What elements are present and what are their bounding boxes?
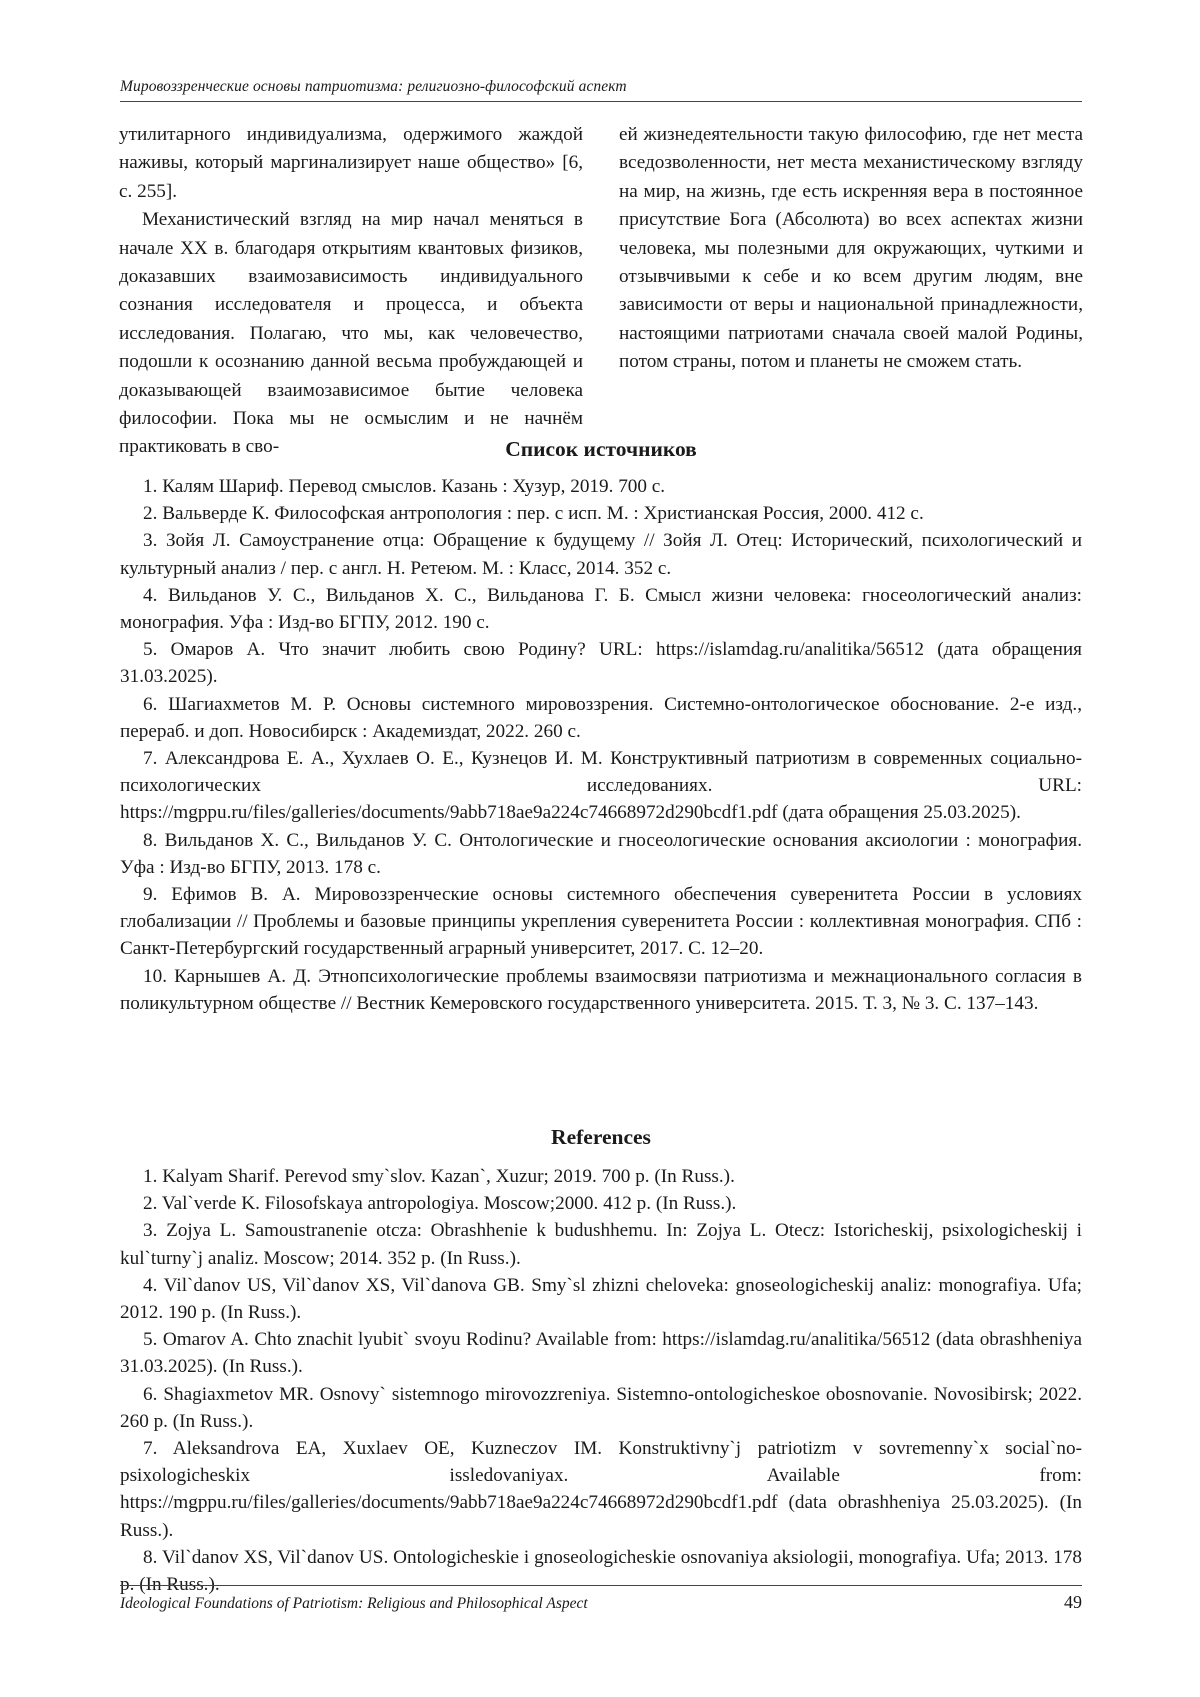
footer-title: Ideological Foundations of Patriotism: Religious and Philosophical Aspect bbox=[120, 1595, 588, 1612]
reference-item: 7. Aleksandrova EA, Xuxlaev OE, Kuzneczov IM. Konstruktivny`j patriotizm v sovremenny`x social`no-psixologicheskix issledovaniyax. Available from: https://mgppu.ru/files/galleries/documents/9abb718ae9a224c74668972d290bcdf1.pdf (data obrashheniya 25.03.2025). (In Russ.). bbox=[120, 1438, 1082, 1541]
source-item: 5. Омаров А. Что значит любить свою Родину? URL: https://islamdag.ru/analitika/56512 (дата обращения 31.03.2025). bbox=[120, 639, 1082, 688]
page-number: 49 bbox=[1064, 1592, 1082, 1612]
source-item: 2. Вальверде К. Философская антропология : пер. с исп. М. : Христианская Россия, 2000. 412 с. bbox=[143, 503, 924, 525]
sources-list bbox=[120, 473, 1082, 1017]
reference-item: 4. Vil`danov US, Vil`danov XS, Vil`danova GB. Smy`sl zhizni cheloveka: gnoseologicheskij analiz: monografiya. Ufa; 2012. 190 p. (In Russ.). bbox=[120, 1274, 1082, 1324]
running-header: Мировоззренческие основы патриотизма: религиозно-философский аспект bbox=[120, 78, 1082, 102]
reference-item: 1. Kalyam Sharif. Perevod smy`slov. Kazan`, Xuzur; 2019. 700 p. (In Russ.). bbox=[143, 1166, 735, 1187]
body-left-column bbox=[119, 121, 583, 462]
body-paragraph: утилитарного индивидуализма, одержимого жаждой наживы, который маргинализирует наше общество» [6, с. 255]. bbox=[119, 124, 583, 202]
reference-item: 5. Omarov A. Chto znachit lyubit` svoyu Rodinu? Available from: https://islamdag.ru/analitika/56512 (data obrashheniya 31.03.2025). (In Russ.). bbox=[120, 1329, 1082, 1378]
references-heading: References bbox=[551, 1125, 651, 1149]
source-item: 8. Вильданов Х. С., Вильданов У. С. Онтологические и гносеологические основания аксиологии : монография. Уфа : Изд-во БГПУ, 2013. 178 с. bbox=[120, 829, 1082, 878]
body-right-column bbox=[619, 121, 1083, 377]
footer-rule bbox=[120, 1585, 1082, 1586]
source-item: 6. Шагиахметов М. Р. Основы системного мировоззрения. Системно-онтологическое обоснование. 2-е изд., перераб. и доп. Новосибирск : Академиздат, 2022. 260 с. bbox=[120, 693, 1082, 742]
reference-item: 6. Shagiaxmetov MR. Osnovy` sistemnogo mirovozzreniya. Sistemno-ontologicheskoe obosnovanie. Novosibirsk; 2022. 260 p. (In Russ.). bbox=[120, 1383, 1082, 1432]
source-item: 10. Карнышев А. Д. Этнопсихологические проблемы взаимосвязи патриотизма и межнационального согласия в поликультурном обществе // Вестник Кемеровского государственного университета. 2015. Т. 3, № 3. С. 137–143. bbox=[120, 965, 1082, 1014]
references-list bbox=[120, 1163, 1082, 1598]
body-paragraph: Механистический взгляд на мир начал меняться в начале XX в. благодаря открытиям квантовых физиков, доказавших взаимозависимость индивидуального сознания исследователя и процесса, и объекта исследования. Полагаю, что мы, как человечество, подошли к осознанию данной весьма пробуждающей и доказывающей взаимозависимое бытие человека философии. Пока мы не осмыслим и не начнём практиковать в сво- bbox=[119, 209, 583, 458]
source-item: 3. Зойя Л. Самоустранение отца: Обращение к будущему // Зойя Л. Отец: Исторический, психологический и культурный анализ / пер. с англ. Н. Ретеюм. М. : Класс, 2014. 352 с. bbox=[120, 530, 1082, 579]
reference-item: 8. Vil`danov XS, Vil`danov US. Ontologicheskie i gnoseologicheskie osnovaniya aksiologii, monografiya. Ufa; 2013. 178 p. (In Russ.). bbox=[120, 1546, 1082, 1596]
source-item: 7. Александрова Е. А., Хухлаев О. Е., Кузнецов И. М. Конструктивный патриотизм в современных социально-психологических исследованиях. URL: https://mgppu.ru/files/galleries/documents/9abb718ae9a224c74668972d290bcdf1.pdf (дата обращения 25.03.2025). bbox=[120, 748, 1082, 824]
sources-heading: Список источников bbox=[505, 437, 697, 461]
source-item: 4. Вильданов У. С., Вильданов Х. С., Вильданова Г. Б. Смысл жизни человека: гносеологический анализ: монография. Уфа : Изд-во БГПУ, 2012. 190 с. bbox=[120, 584, 1082, 634]
reference-item: 2. Val`verde K. Filosofskaya antropologiya. Moscow;2000. 412 p. (In Russ.). bbox=[143, 1193, 737, 1215]
body-paragraph: ей жизнедеятельности такую философию, где нет места вседозволенности, нет места механистическому взгляду на мир, на жизнь, где есть искренняя вера в постоянное присутствие Бога (Абсолюта) во всех аспектах жизни человека, мы полезными для окружающих, чуткими и отзывчивыми к себе и ко всем другим людям, вне зависимости от веры и национальной принадлежности, настоящими патриотами сначала своей малой Родины, потом страны, потом и планеты не сможем стать. bbox=[619, 124, 1083, 373]
source-item: 1. Калям Шариф. Перевод смыслов. Казань : Хузур, 2019. 700 с. bbox=[143, 476, 666, 497]
source-item: 9. Ефимов В. А. Мировоззренческие основы системного обеспечения суверенитета России в условиях глобализации // Проблемы и базовые принципы укрепления суверенитета России : коллективная монография. СПб : Санкт-Петербургский государственный аграрный университет, 2017. С. 12–20. bbox=[120, 884, 1082, 960]
reference-item: 3. Zojya L. Samoustranenie otcza: Obrashhenie k budushhemu. In: Zojya L. Otecz: Istoricheskij, psixologicheskij i kul`turny`j analiz. Moscow; 2014. 352 p. (In Russ.). bbox=[120, 1220, 1082, 1269]
